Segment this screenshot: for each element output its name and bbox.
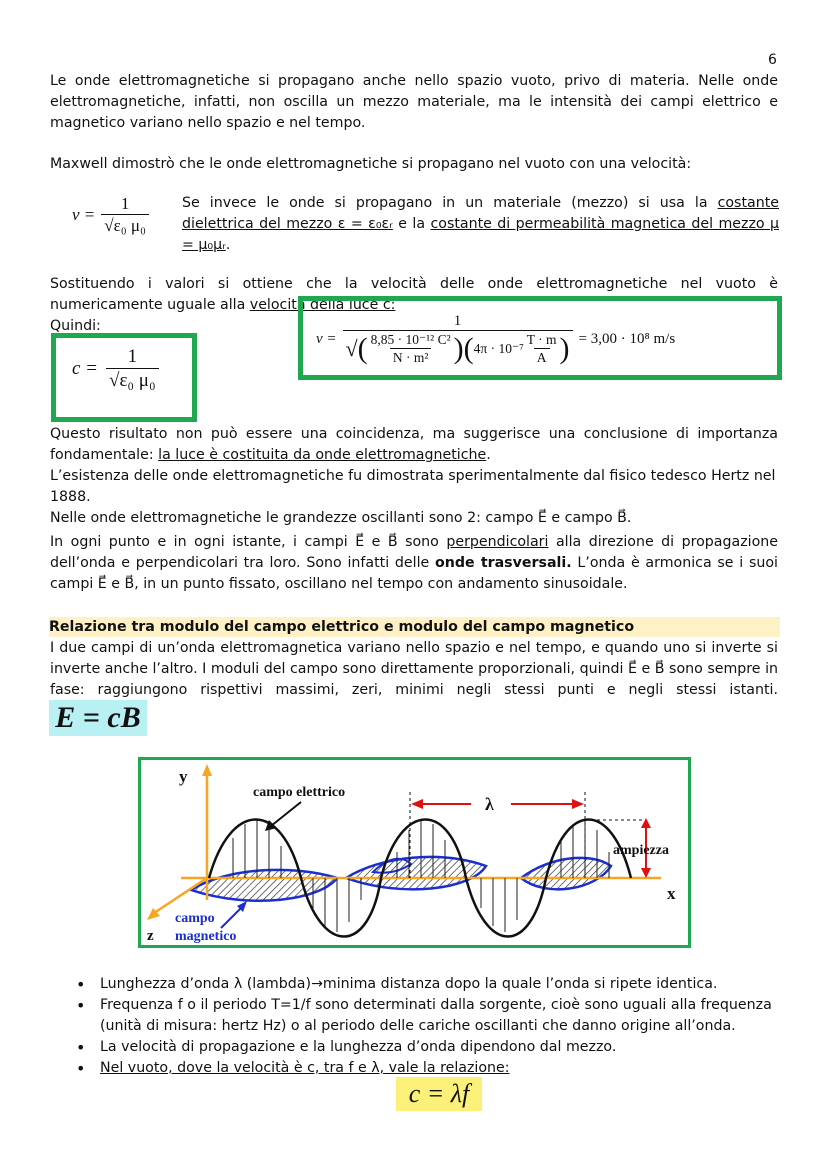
campo-elettrico-pointer xyxy=(271,802,301,826)
campo-magnetico-pointer xyxy=(221,906,243,928)
e-equals-cb-formula: E = cB xyxy=(49,700,147,736)
speed-of-light-link: velocità della luce c: xyxy=(249,297,396,313)
x-axis-label: x xyxy=(667,884,676,903)
numeric-lhs: v = xyxy=(316,330,337,347)
z-axis xyxy=(151,878,207,915)
em-wave-diagram xyxy=(141,760,688,945)
final-formula: c = λf xyxy=(396,1077,482,1111)
medium-paragraph xyxy=(182,193,779,256)
perp-text-3: L’onda è armonica se i suoi campi E⃗ e B⃗, in un punto fissato, oscillano nel tempo con andamento sinusoidale. xyxy=(50,555,778,592)
substitution-text: Sostituendo i valori si ottiene che la velocità delle onde elettromagnetiche nel vuoto è numericamente uguale alla xyxy=(50,276,778,313)
numeric-result: = 3,00 · 10⁸ m/s xyxy=(578,330,676,347)
conclusion-text: Questo risultato non può essere una coincidenza, ma suggerisce una conclusione di importanza fondamentale: xyxy=(50,426,778,463)
lambda-label: λ xyxy=(485,794,494,814)
b-num: T · m xyxy=(526,331,557,347)
y-axis-arrow-icon xyxy=(202,764,212,776)
medium-text-2: e la xyxy=(392,216,431,232)
quindi-label: Quindi: xyxy=(50,318,101,334)
amplitude-arrowhead-down-icon xyxy=(641,868,651,878)
hertz-sentence: L’esistenza delle onde elettromagnetiche fu dimostrata sperimentalmente dal fisico tedesco Hertz nel 1888. xyxy=(50,468,776,505)
numeric-formula xyxy=(316,306,776,372)
formula-c-num: 1 xyxy=(127,346,138,367)
lambda-arrowhead-left-icon xyxy=(411,799,423,809)
medium-text-3: . xyxy=(225,237,231,253)
medium-text-1: Se invece le onde si propagano in un materiale (mezzo) si usa la xyxy=(182,195,718,211)
formula-c-den: √ε₀ μ₀ xyxy=(106,368,159,392)
magnetico-label: magnetico xyxy=(175,929,237,944)
campo-label: campo xyxy=(175,911,215,926)
amplitude-arrowhead-up-icon xyxy=(641,818,651,828)
paren-open-b: ( xyxy=(463,331,474,365)
dielectric-constant-link: costante dielettrica del mezzo ε = ε₀εᵣ xyxy=(182,195,779,232)
permeability-link: costante di permeabilità magnetica del mezzo μ = μ₀μᵣ xyxy=(182,216,780,253)
list-item: • Nel vuoto, dove la velocità è c, tra f e λ, vale la relazione: xyxy=(50,1058,790,1079)
b-pre: 4π · 10⁻⁷ xyxy=(473,340,524,356)
list-item: • Frequenza f o il periodo T=1/f sono determinati dalla sorgente, cioè sono uguali alla frequenza (unità di misura: hertz Hz) o al periodo delle cariche oscillanti che danno origine all’onda. xyxy=(50,995,790,1037)
a-num: 8,85 · 10⁻¹² C² xyxy=(370,331,451,347)
section-heading: Relazione tra modulo del campo elettrico e modulo del campo magnetico xyxy=(49,617,780,637)
formula-v-lhs: v = xyxy=(72,205,96,224)
formula-v-num: 1 xyxy=(120,194,130,213)
a-den: N · m² xyxy=(390,348,432,366)
paren-close-a: ) xyxy=(453,331,464,365)
light-em-link: la luce è costituita da onde elettromagnetiche xyxy=(158,447,487,463)
list-item: • La velocità di propagazione e la lunghezza d’onda dipendono dal mezzo. xyxy=(50,1037,790,1058)
formula-c-lhs: c = xyxy=(72,358,99,379)
perp-text-1: In ogni punto e in ogni istante, i campi E⃗ e B⃗ sono xyxy=(50,534,447,550)
perp-text-2: alla direzione di propagazione dell’onda e perpendicolari tra loro. Sono infatti delle xyxy=(50,534,778,571)
wave-properties-list xyxy=(50,974,790,1079)
conclusion-dot: . xyxy=(486,447,491,463)
maxwell-sentence: Maxwell dimostrò che le onde elettromagnetiche si propagano nel vuoto con una velocità: xyxy=(50,156,692,172)
numeric-num: 1 xyxy=(453,312,462,329)
formula-c xyxy=(72,346,159,392)
y-axis-label: y xyxy=(179,767,188,786)
oscillating-quantities: Nelle onde elettromagnetiche le grandezze oscillanti sono 2: campo E⃗ e campo B⃗. xyxy=(50,510,632,526)
conclusion-paragraph xyxy=(50,424,778,466)
formula-v-den: √ε₀ μ₀ xyxy=(101,214,149,236)
list-item: • Lunghezza d’onda λ (lambda)→minima distanza dopo la quale l’onda si ripete identica. xyxy=(50,974,790,995)
magnetic-lobe xyxy=(191,870,337,901)
intro-paragraph: Le onde elettromagnetiche si propagano anche nello spazio vuoto, privo di materia. Nelle onde elettromagnetiche, infatti, non oscilla un mezzo materiale, ma le intensità dei campi elettrico e magnetico variano nello spazio e nel tempo. xyxy=(50,73,778,131)
z-axis-label: z xyxy=(147,928,154,944)
lambda-arrowhead-right-icon xyxy=(572,799,584,809)
campo-elettrico-label: campo elettrico xyxy=(253,785,346,800)
ampiezza-label: ampiezza xyxy=(613,843,669,858)
sqrt-icon: √ xyxy=(345,335,358,361)
perpendicular-link: perpendicolari xyxy=(446,534,549,550)
page-number: 6 xyxy=(768,52,777,68)
b-den: A xyxy=(534,348,550,366)
paren-open-a: ( xyxy=(357,331,368,365)
paren-close-b: ) xyxy=(559,331,570,365)
formula-velocity-vacuum xyxy=(72,194,149,236)
perpendicular-paragraph xyxy=(50,532,778,595)
section-body: I due campi di un’onda elettromagnetica variano nello spazio e nel tempo, e quando uno si inverte si inverte anche l’altro. I moduli del campo sono direttamente proporzionali, quindi E⃗ e B⃗ sono sempre in fase: raggiungono rispettivi massimi, zeri, minimi negli stessi punti e negli stessi istanti. xyxy=(50,640,778,698)
transverse-bold: onde trasversali. xyxy=(435,555,572,571)
